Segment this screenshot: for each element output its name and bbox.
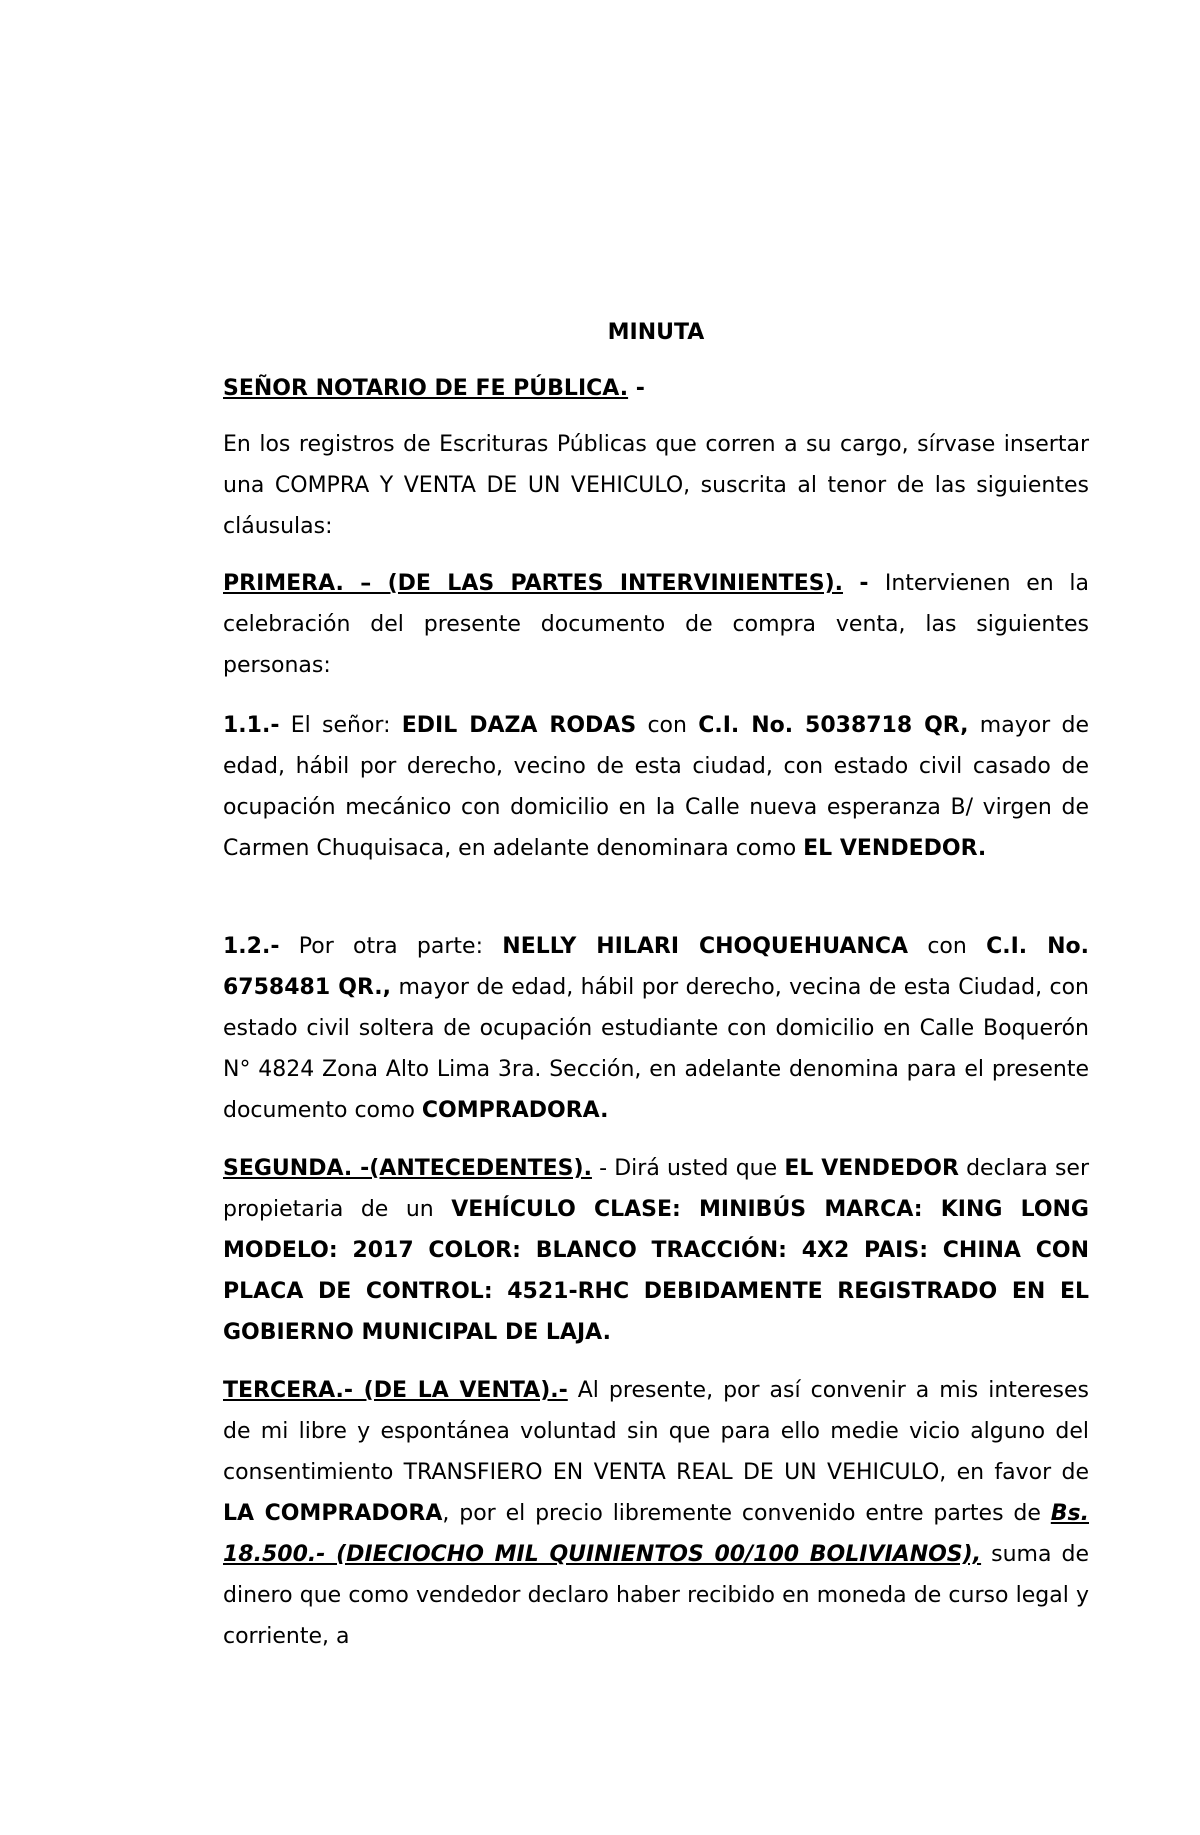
clause-tercera-text-1: Al presente, por así convenir a mis intereses de mi libre y espontánea voluntad sin que para ello medie vicio alguno del consentimiento TRANSFIERO EN VENTA REAL DE UN VEHICULO, en favor de xyxy=(223,1378,1090,1485)
clause-tercera-buyer: LA COMPRADORA xyxy=(223,1501,443,1526)
clause-primera xyxy=(223,563,1089,686)
party-2-ci: C.I. No. 6758481 QR., xyxy=(223,934,1089,1000)
clause-tercera-text-2: , por el precio libremente convenido entre partes de xyxy=(442,1501,1051,1526)
party-2-text-2: con xyxy=(908,934,987,959)
clause-primera-text: Intervienen en la celebración del presente documento de compra venta, las siguientes personas: xyxy=(223,571,1089,678)
party-2-role: COMPRADORA. xyxy=(421,1098,609,1123)
party-1-ci: C.I. No. 5038718 QR, xyxy=(698,713,969,738)
clause-segunda-text-1: - Dirá usted que xyxy=(591,1156,785,1181)
party-1-text-2: con xyxy=(636,713,699,738)
party-1-paragraph xyxy=(223,705,1089,869)
clause-primera-sep: - xyxy=(842,571,885,596)
intro-paragraph: En los registros de Escrituras Públicas que corren a su cargo, sírvase insertar una COMPRA Y VENTA DE UN VEHICULO, suscrita al tenor de las siguientes cláusulas: xyxy=(223,432,1089,539)
clause-primera-heading: PRIMERA. – (DE LAS PARTES INTERVINIENTES). xyxy=(223,571,843,596)
addressee-label: SEÑOR NOTARIO DE FE PÚBLICA. xyxy=(223,376,629,401)
party-2-text-1: Por otra parte: xyxy=(279,934,503,959)
party-1-text-1: El señor: xyxy=(279,713,402,738)
clause-tercera-price: Bs. 18.500.- (DIECIOCHO MIL QUINIENTOS 00/100 BOLIVIANOS), xyxy=(223,1501,1090,1567)
clause-tercera-heading: TERCERA.- (DE LA VENTA).- xyxy=(223,1378,568,1403)
party-1-number: 1.1.- xyxy=(223,713,280,738)
document-title: MINUTA xyxy=(607,320,705,345)
party-1-text-3: mayor de edad, hábil por derecho, vecino de esta ciudad, con estado civil casado de ocupación mecánico con domicilio en la Calle nueva esperanza B/ virgen de Carmen Chuquisaca, en adelante denominara como xyxy=(223,713,1089,861)
clause-segunda-heading: SEGUNDA. -(ANTECEDENTES). xyxy=(223,1156,592,1181)
clause-segunda-vehicle: VEHÍCULO CLASE: MINIBÚS MARCA: KING LONG MODELO: 2017 COLOR: BLANCO TRACCIÓN: 4X2 PAIS: CHINA CON PLACA DE CONTROL: 4521-RHC DEBIDAMENTE REGISTRADO EN EL GOBIERNO MUNICIPAL DE LAJA. xyxy=(223,1197,1089,1345)
party-2-paragraph xyxy=(223,926,1089,1131)
party-1-role: EL VENDEDOR. xyxy=(803,836,987,861)
party-2-text-3: mayor de edad, hábil por derecho, vecina de esta Ciudad, con estado civil soltera de ocupación estudiante con domicilio en Calle Boquerón N° 4824 Zona Alto Lima 3ra. Sección, en adelante denomina para el presente documento como xyxy=(223,975,1090,1123)
clause-tercera xyxy=(223,1370,1089,1657)
clause-segunda-text-2: declara ser propietaria de un xyxy=(223,1156,1090,1222)
party-2-number: 1.2.- xyxy=(223,934,280,959)
clause-segunda-party: EL VENDEDOR xyxy=(784,1156,959,1181)
addressee-line xyxy=(223,368,1089,409)
party-2-name: NELLY HILARI CHOQUEHUANCA xyxy=(502,934,909,959)
clause-segunda xyxy=(223,1148,1089,1353)
addressee-suffix: - xyxy=(628,376,645,401)
clause-tercera-text-3: suma de dinero que como vendedor declaro haber recibido en moneda de curso legal y corriente, a xyxy=(223,1542,1089,1649)
party-1-name: EDIL DAZA RODAS xyxy=(401,713,637,738)
